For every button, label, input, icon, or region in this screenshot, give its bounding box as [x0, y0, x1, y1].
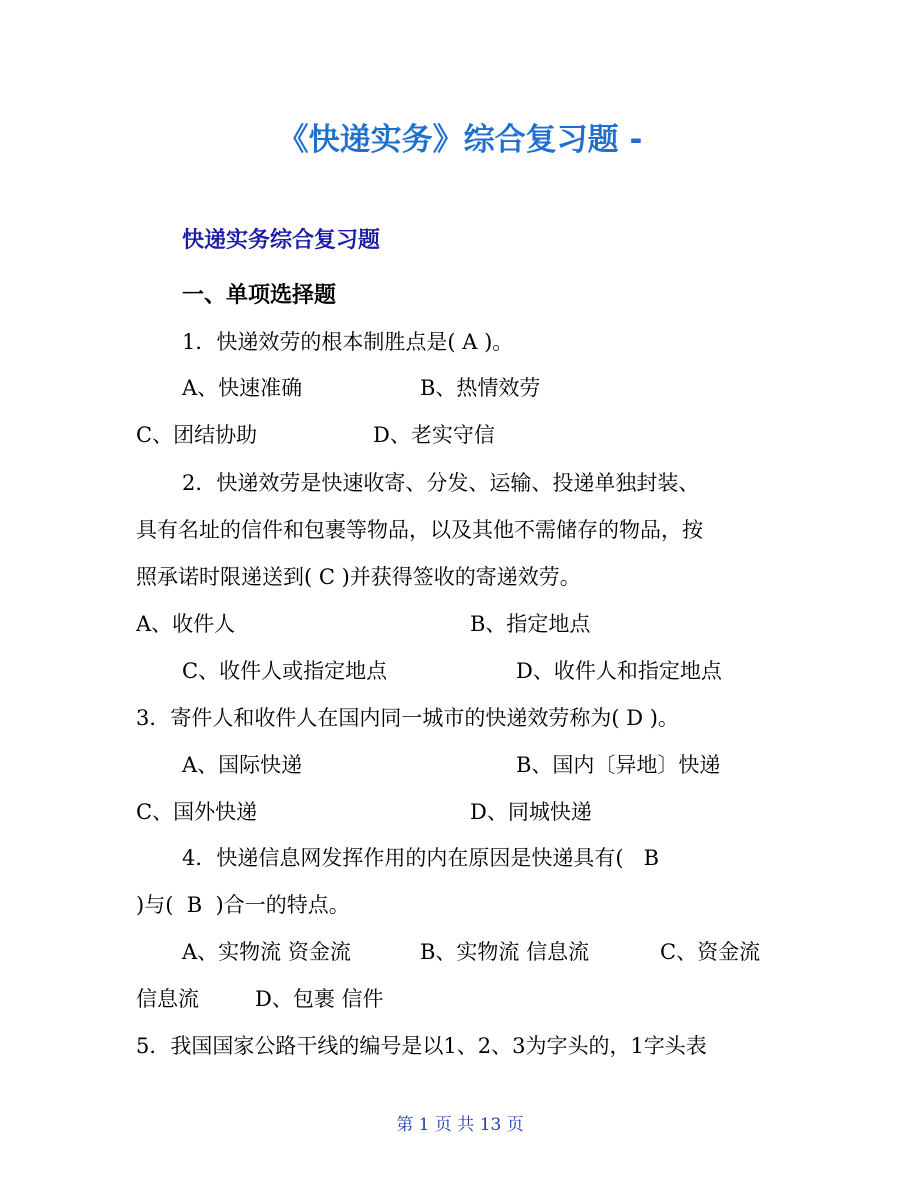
question-2-line-3: 照承诺时限递送到( C )并获得签收的寄递效劳。	[136, 565, 581, 589]
page-footer: 第 1 页 共 13 页	[396, 1115, 524, 1135]
q4-option-c-continued: 信息流	[136, 987, 199, 1011]
question-4-line-1: 4．快递信息网发挥作用的内在原因是快递具有( B	[182, 846, 660, 870]
q3-option-c: C、国外快递	[136, 800, 258, 824]
q3-option-a: A、国际快递	[182, 753, 303, 777]
question-1: 1．快递效劳的根本制胜点是( A )。	[182, 330, 514, 354]
question-5-line-1: 5．我国国家公路干线的编号是以1、2、3为字头的，1字头表	[136, 1034, 707, 1058]
section-heading: 一、单项选择题	[182, 283, 337, 308]
question-2-line-1: 2．快递效劳是快速收寄、分发、运输、投递单独封装、	[182, 471, 700, 495]
page-title: 《快递实务》综合复习题 -	[277, 122, 643, 158]
q2-option-d: D、收件人和指定地点	[516, 659, 722, 683]
q2-option-b: B、指定地点	[470, 612, 591, 636]
q1-option-a: A、快速准确	[182, 376, 303, 400]
q3-option-b: B、国内〔异地〕快递	[516, 753, 721, 777]
document-subtitle: 快递实务综合复习题	[182, 228, 381, 253]
q4-option-b: B、实物流 信息流	[420, 940, 590, 964]
question-3: 3．寄件人和收件人在国内同一城市的快递效劳称为( D )。	[136, 706, 679, 730]
q3-option-d: D、同城快递	[470, 800, 592, 824]
question-4-line-2: )与( B )合一的特点。	[136, 893, 350, 917]
q2-option-a: A、收件人	[136, 612, 236, 636]
q4-option-d: D、包裹 信件	[255, 987, 384, 1011]
q2-option-c: C、收件人或指定地点	[182, 659, 388, 683]
question-2-line-2: 具有名址的信件和包裹等物品，以及其他不需储存的物品，按	[136, 518, 703, 542]
q1-option-d: D、老实守信	[373, 423, 495, 447]
q4-option-c: C、资金流	[660, 940, 761, 964]
q4-option-a: A、实物流 资金流	[182, 940, 351, 964]
q1-option-c: C、团结协助	[136, 423, 258, 447]
q1-option-b: B、热情效劳	[420, 376, 541, 400]
